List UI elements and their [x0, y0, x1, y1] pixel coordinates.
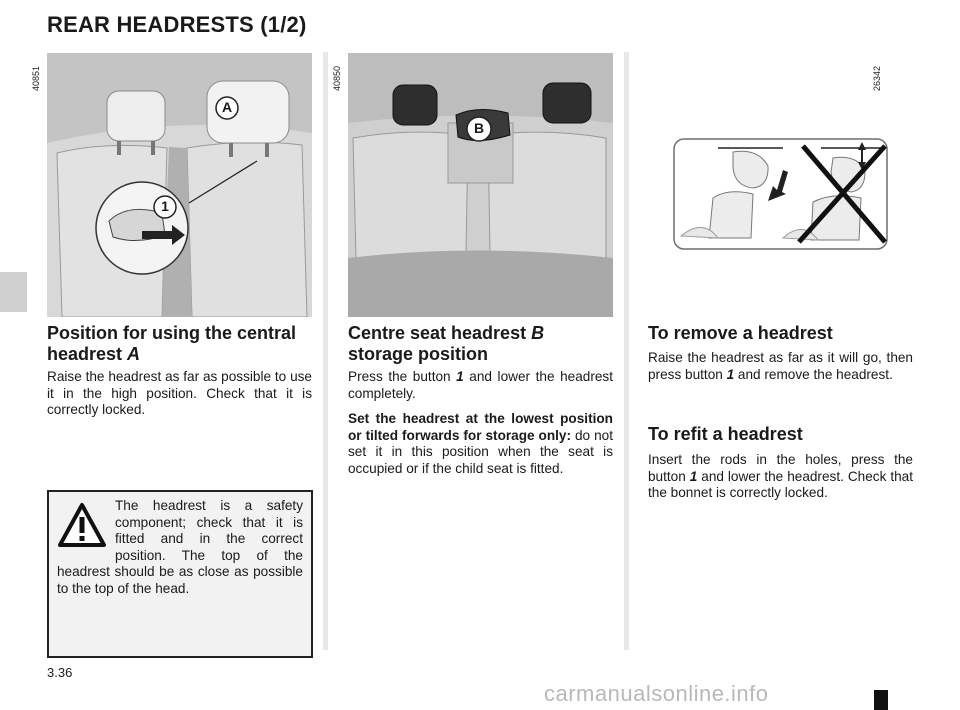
heading-text: Position for using the central headrest [47, 323, 297, 364]
heading-ref: A [127, 344, 141, 364]
section-heading-refit: To refit a headrest [648, 424, 803, 444]
text: Raise the headrest as far as it will go, then press button [648, 350, 913, 382]
warning-text [57, 498, 303, 597]
warning-text-content: The headrest is a safety component; check that it is fitted and in the correct position. The top of the headrest should be as close as possible to the top of the head. [57, 498, 303, 596]
page-number: 3.36 [47, 665, 73, 680]
paragraph-press-button [348, 369, 613, 402]
text: do not set it in this position when the seat is occupied or if the child seat is fitted. [348, 427, 613, 476]
label-a: A [221, 99, 233, 115]
text: and remove the headrest. [734, 366, 893, 382]
ref-1: 1 [726, 366, 735, 382]
heading-ref: B [531, 323, 545, 343]
paragraph-remove [648, 350, 913, 383]
bold-text: Set the headrest at the lowest position or tilted forwards for storage only: [348, 411, 613, 443]
label-b: B [473, 120, 485, 136]
figure-headrest-height-diagram [673, 138, 888, 250]
heading-tail: storage position [348, 344, 489, 364]
page-corner-mark [874, 690, 888, 710]
section-tab [0, 272, 27, 312]
text: and lower the headrest. Check that the bonnet is correctly locked. [648, 468, 913, 500]
label-1: 1 [161, 198, 169, 214]
paragraph-refit [648, 452, 913, 502]
text: Press the button [348, 369, 457, 384]
figure-number: 26342 [872, 65, 882, 91]
text: Insert the rods in the holes, press the button [648, 452, 913, 484]
section-heading-centre-storage [348, 323, 613, 365]
paragraph-storage-warning [348, 411, 613, 477]
figure-number: 40851 [31, 65, 41, 91]
watermark: carmanualsonline.info [544, 681, 769, 706]
paragraph-central-headrest: Raise the headrest as far as possible to use it in the high position. Check that it is correctly locked. [47, 369, 312, 417]
figure-number: 40850 [332, 65, 342, 91]
heading-text: Centre seat headrest [348, 323, 532, 343]
column-divider [624, 52, 629, 650]
ref-1: 1 [689, 468, 698, 484]
warning-box [47, 490, 313, 658]
ref-1: 1 [456, 369, 464, 384]
section-heading-remove: To remove a headrest [648, 323, 833, 343]
column-divider [323, 52, 328, 650]
figure-centre-headrest-b [348, 53, 613, 317]
figure-rear-seat-headrest-a [47, 53, 312, 317]
page-title: REAR HEADRESTS (1/2) [47, 12, 307, 37]
text: and lower the headrest completely. [348, 369, 613, 401]
section-heading-central-headrest [47, 323, 312, 365]
